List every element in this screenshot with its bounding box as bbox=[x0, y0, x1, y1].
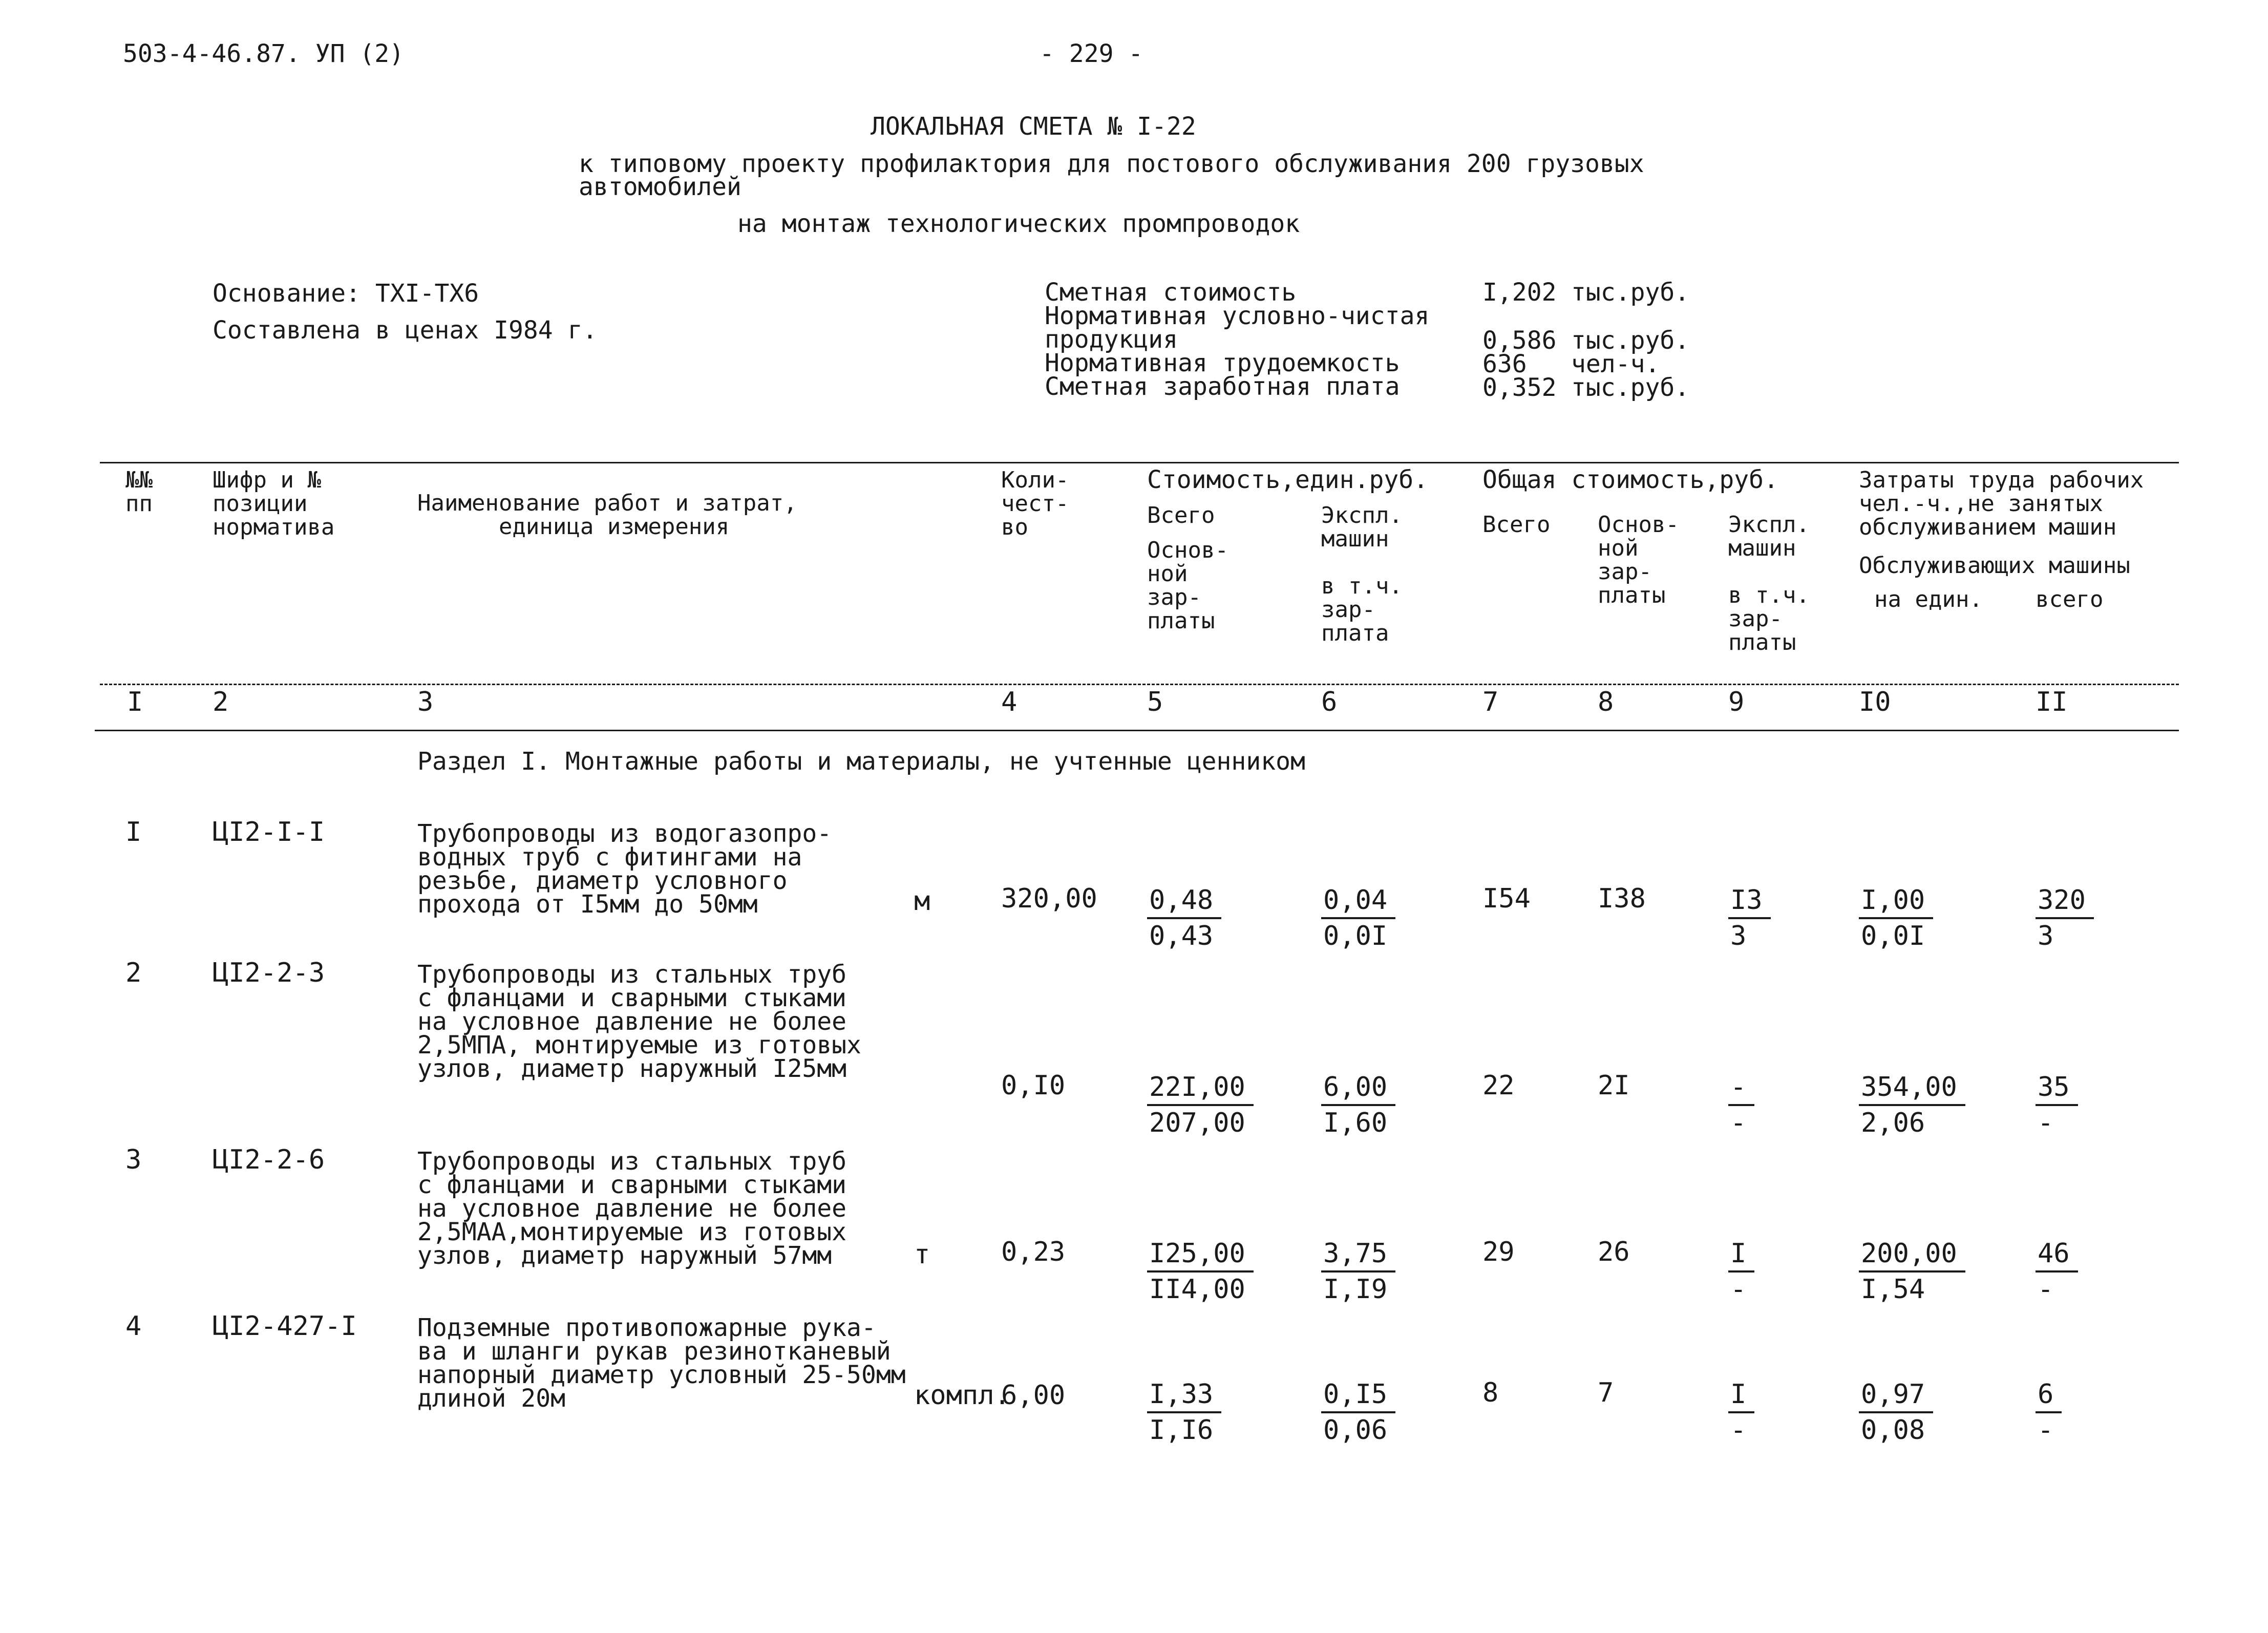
unit-cost-total: I25,00 bbox=[1147, 1237, 1254, 1273]
unit-cost-wage: 0,43 bbox=[1149, 921, 1214, 951]
labor-total-machine: - bbox=[2038, 1274, 2054, 1305]
row-quantity: 0,23 bbox=[1001, 1237, 1066, 1267]
labor-total-machine: 3 bbox=[2038, 921, 2054, 951]
unit-machine-wage: I,60 bbox=[1323, 1108, 1388, 1138]
column-number: 6 bbox=[1321, 687, 1338, 717]
row-total-wage: 2I bbox=[1598, 1070, 1630, 1101]
row-unit-machine bbox=[1321, 883, 1395, 953]
row-total-cost: 8 bbox=[1482, 1377, 1499, 1408]
row-total-machine bbox=[1728, 1377, 1754, 1447]
summary-labor-unit: чел-ч. bbox=[1571, 350, 1660, 378]
summary-cost-value: I,202 bbox=[1482, 278, 1557, 307]
row-quantity: 0,I0 bbox=[1001, 1070, 1066, 1101]
row-labor-unit bbox=[1859, 883, 1933, 953]
row-code: ЦI2-427-I bbox=[213, 1311, 357, 1342]
header-col-total-wage: Основ- ной зар- платы bbox=[1598, 512, 1679, 608]
labor-total-workers: 320 bbox=[2036, 883, 2094, 919]
labor-total-machine: - bbox=[2038, 1415, 2054, 1446]
header-col-number: №№ пп bbox=[125, 467, 153, 517]
labor-unit-workers: 200,00 bbox=[1859, 1237, 1965, 1273]
row-number: 4 bbox=[125, 1311, 142, 1342]
row-unit: м bbox=[914, 886, 930, 917]
total-machine: - bbox=[1728, 1070, 1754, 1106]
row-labor-total bbox=[2036, 883, 2094, 953]
document-subject: на монтаж технологических промпроводок bbox=[737, 209, 1300, 238]
labor-unit-workers: I,00 bbox=[1859, 883, 1933, 919]
column-number: 2 bbox=[213, 687, 229, 717]
unit-cost-total: I,33 bbox=[1147, 1377, 1221, 1413]
column-number: II bbox=[2036, 687, 2068, 717]
row-unit-cost bbox=[1147, 1237, 1254, 1306]
row-unit-cost bbox=[1147, 1377, 1221, 1447]
unit-machine-wage: 0,0I bbox=[1323, 921, 1388, 951]
row-number: 2 bbox=[125, 958, 142, 988]
summary-cost-unit: тыс.руб. bbox=[1571, 278, 1690, 307]
row-name: Трубопроводы из водогазопро- водных труб с фитингами на резьбе, диаметр условного прохода от I5мм до 50мм bbox=[417, 819, 832, 919]
column-number: 8 bbox=[1598, 687, 1614, 717]
row-labor-total bbox=[2036, 1070, 2078, 1140]
header-col-unit-machine: Экспл. машин в т.ч. зар- плата bbox=[1321, 502, 1403, 646]
unit-cost-wage: 207,00 bbox=[1149, 1108, 1245, 1138]
row-unit-machine bbox=[1321, 1070, 1395, 1140]
row-total-wage: I38 bbox=[1598, 883, 1646, 914]
row-code: ЦI2-2-6 bbox=[213, 1144, 325, 1175]
column-number: I0 bbox=[1859, 687, 1891, 717]
page-number: - 229 - bbox=[1040, 39, 1143, 68]
unit-machine-wage: 0,06 bbox=[1323, 1415, 1388, 1446]
labor-total-workers: 35 bbox=[2036, 1070, 2078, 1106]
row-code: ЦI2-2-3 bbox=[213, 958, 325, 988]
row-labor-total bbox=[2036, 1237, 2078, 1306]
column-number: I bbox=[127, 687, 143, 717]
summary-wage-unit: тыс.руб. bbox=[1571, 373, 1690, 402]
labor-unit-workers: 0,97 bbox=[1859, 1377, 1933, 1413]
prices-year-text: Составлена в ценах I984 г. bbox=[213, 316, 598, 345]
row-unit-machine bbox=[1321, 1237, 1395, 1306]
header-labor-machine-service: Обслуживающих машины bbox=[1859, 553, 2130, 579]
header-col-unit-total: Всего bbox=[1147, 502, 1215, 528]
row-code: ЦI2-I-I bbox=[213, 817, 325, 847]
table-top-rule bbox=[100, 462, 2179, 463]
total-machine: I bbox=[1728, 1237, 1754, 1273]
column-number: 3 bbox=[417, 687, 434, 717]
unit-machine-total: 0,I5 bbox=[1321, 1377, 1395, 1413]
unit-cost-wage: I,I6 bbox=[1149, 1415, 1214, 1446]
row-name: Трубопроводы из стальных труб с фланцами и сварными стыками на условное давление не более 2,5МАА,монтируемые из готовых узлов, диаметр наружный 57мм bbox=[417, 1147, 847, 1270]
document-subtitle-line2: автомобилей bbox=[579, 173, 741, 201]
header-col-labor-total: всего bbox=[2036, 586, 2104, 612]
header-group-unit-cost: Стоимость,един.руб. bbox=[1147, 465, 1429, 494]
header-col-unit-wage: Основ- ной зар- платы bbox=[1147, 537, 1228, 634]
total-machine-wage: - bbox=[1730, 1415, 1747, 1446]
document-subtitle-line1: к типовому проекту профилактория для постового обслуживания 200 грузовых bbox=[579, 150, 1644, 178]
unit-cost-wage: II4,00 bbox=[1149, 1274, 1245, 1305]
row-total-cost: I54 bbox=[1482, 883, 1531, 914]
header-col-name: Наименование работ и затрат, единица измерения bbox=[417, 490, 797, 540]
summary-labor-value: 636 bbox=[1482, 350, 1527, 378]
header-bottom-rule bbox=[100, 684, 2179, 685]
total-machine-wage: - bbox=[1730, 1108, 1747, 1138]
unit-machine-total: 6,00 bbox=[1321, 1070, 1395, 1106]
summary-product-value: 0,586 bbox=[1482, 326, 1557, 355]
total-machine: I3 bbox=[1728, 883, 1771, 919]
row-unit: компл. bbox=[914, 1380, 1010, 1411]
row-labor-unit bbox=[1859, 1070, 1965, 1140]
row-name: Трубопроводы из стальных труб с фланцами и сварными стыками на условное давление не более 2,5МПА, монтируемые из готовых узлов, диаметр наружный I25мм bbox=[417, 960, 861, 1083]
header-col-code: Шифр и № позиции норматива bbox=[213, 467, 335, 540]
labor-unit-machine: 0,08 bbox=[1861, 1415, 1925, 1446]
row-total-wage: 26 bbox=[1598, 1237, 1630, 1267]
row-quantity: 320,00 bbox=[1001, 883, 1097, 914]
unit-machine-wage: I,I9 bbox=[1323, 1274, 1388, 1305]
unit-cost-total: 0,48 bbox=[1147, 883, 1221, 919]
summary-labels: Сметная стоимость Нормативная условно-чистая продукция Нормативная трудоемкость Сметная заработная плата bbox=[1045, 278, 1430, 401]
column-number: 5 bbox=[1147, 687, 1163, 717]
column-numbers-rule bbox=[95, 730, 2179, 731]
row-total-wage: 7 bbox=[1598, 1377, 1614, 1408]
row-name: Подземные противопожарные рука- ва и шланги рукав резинотканевый напорный диаметр условный 25-50мм длиной 20м bbox=[417, 1313, 906, 1413]
labor-total-workers: 6 bbox=[2036, 1377, 2062, 1413]
row-labor-unit bbox=[1859, 1237, 1965, 1306]
unit-machine-total: 0,04 bbox=[1321, 883, 1395, 919]
total-machine-wage: 3 bbox=[1730, 921, 1747, 951]
column-number: 9 bbox=[1728, 687, 1745, 717]
total-machine: I bbox=[1728, 1377, 1754, 1413]
header-col-total: Всего bbox=[1482, 512, 1551, 538]
row-number: 3 bbox=[125, 1144, 142, 1175]
row-total-cost: 29 bbox=[1482, 1237, 1515, 1267]
row-unit-cost bbox=[1147, 883, 1221, 953]
column-number: 4 bbox=[1001, 687, 1018, 717]
labor-total-workers: 46 bbox=[2036, 1237, 2078, 1273]
header-group-labor: Затраты труда рабочих чел.-ч.,не занятых обслуживанием машин bbox=[1859, 467, 2144, 540]
header-col-quantity: Коли- чест- во bbox=[1001, 467, 1069, 540]
row-total-machine bbox=[1728, 883, 1771, 953]
total-machine-wage: - bbox=[1730, 1274, 1747, 1305]
document-title: ЛОКАЛЬНАЯ СМЕТА № I-22 bbox=[871, 112, 1196, 141]
row-quantity: 6,00 bbox=[1001, 1380, 1066, 1411]
labor-total-machine: - bbox=[2038, 1108, 2054, 1138]
labor-unit-machine: 2,06 bbox=[1861, 1108, 1925, 1138]
unit-machine-total: 3,75 bbox=[1321, 1237, 1395, 1273]
summary-wage-value: 0,352 bbox=[1482, 373, 1557, 402]
row-total-machine bbox=[1728, 1237, 1754, 1306]
row-total-cost: 22 bbox=[1482, 1070, 1515, 1101]
header-group-total-cost: Общая стоимость,руб. bbox=[1482, 465, 1778, 494]
labor-unit-workers: 354,00 bbox=[1859, 1070, 1965, 1106]
labor-unit-machine: 0,0I bbox=[1861, 921, 1925, 951]
row-unit-cost bbox=[1147, 1070, 1254, 1140]
row-total-machine bbox=[1728, 1070, 1754, 1140]
section-title: Раздел I. Монтажные работы и материалы, не учтенные ценником bbox=[417, 747, 1305, 776]
labor-unit-machine: I,54 bbox=[1861, 1274, 1925, 1305]
row-labor-total bbox=[2036, 1377, 2062, 1447]
unit-cost-total: 22I,00 bbox=[1147, 1070, 1254, 1106]
summary-product-unit: тыс.руб. bbox=[1571, 326, 1690, 355]
header-col-total-machine: Экспл. машин в т.ч. зар- платы bbox=[1728, 512, 1810, 655]
row-labor-unit bbox=[1859, 1377, 1933, 1447]
row-number: I bbox=[125, 817, 142, 847]
basis-text: Основание: ТХI-ТХ6 bbox=[213, 279, 479, 308]
document-code: 503-4-46.87. УП (2) bbox=[123, 39, 405, 68]
column-number: 7 bbox=[1482, 687, 1499, 717]
row-unit-machine bbox=[1321, 1377, 1395, 1447]
row-unit: т bbox=[914, 1239, 930, 1270]
header-col-labor-unit: на един. bbox=[1874, 586, 1983, 612]
